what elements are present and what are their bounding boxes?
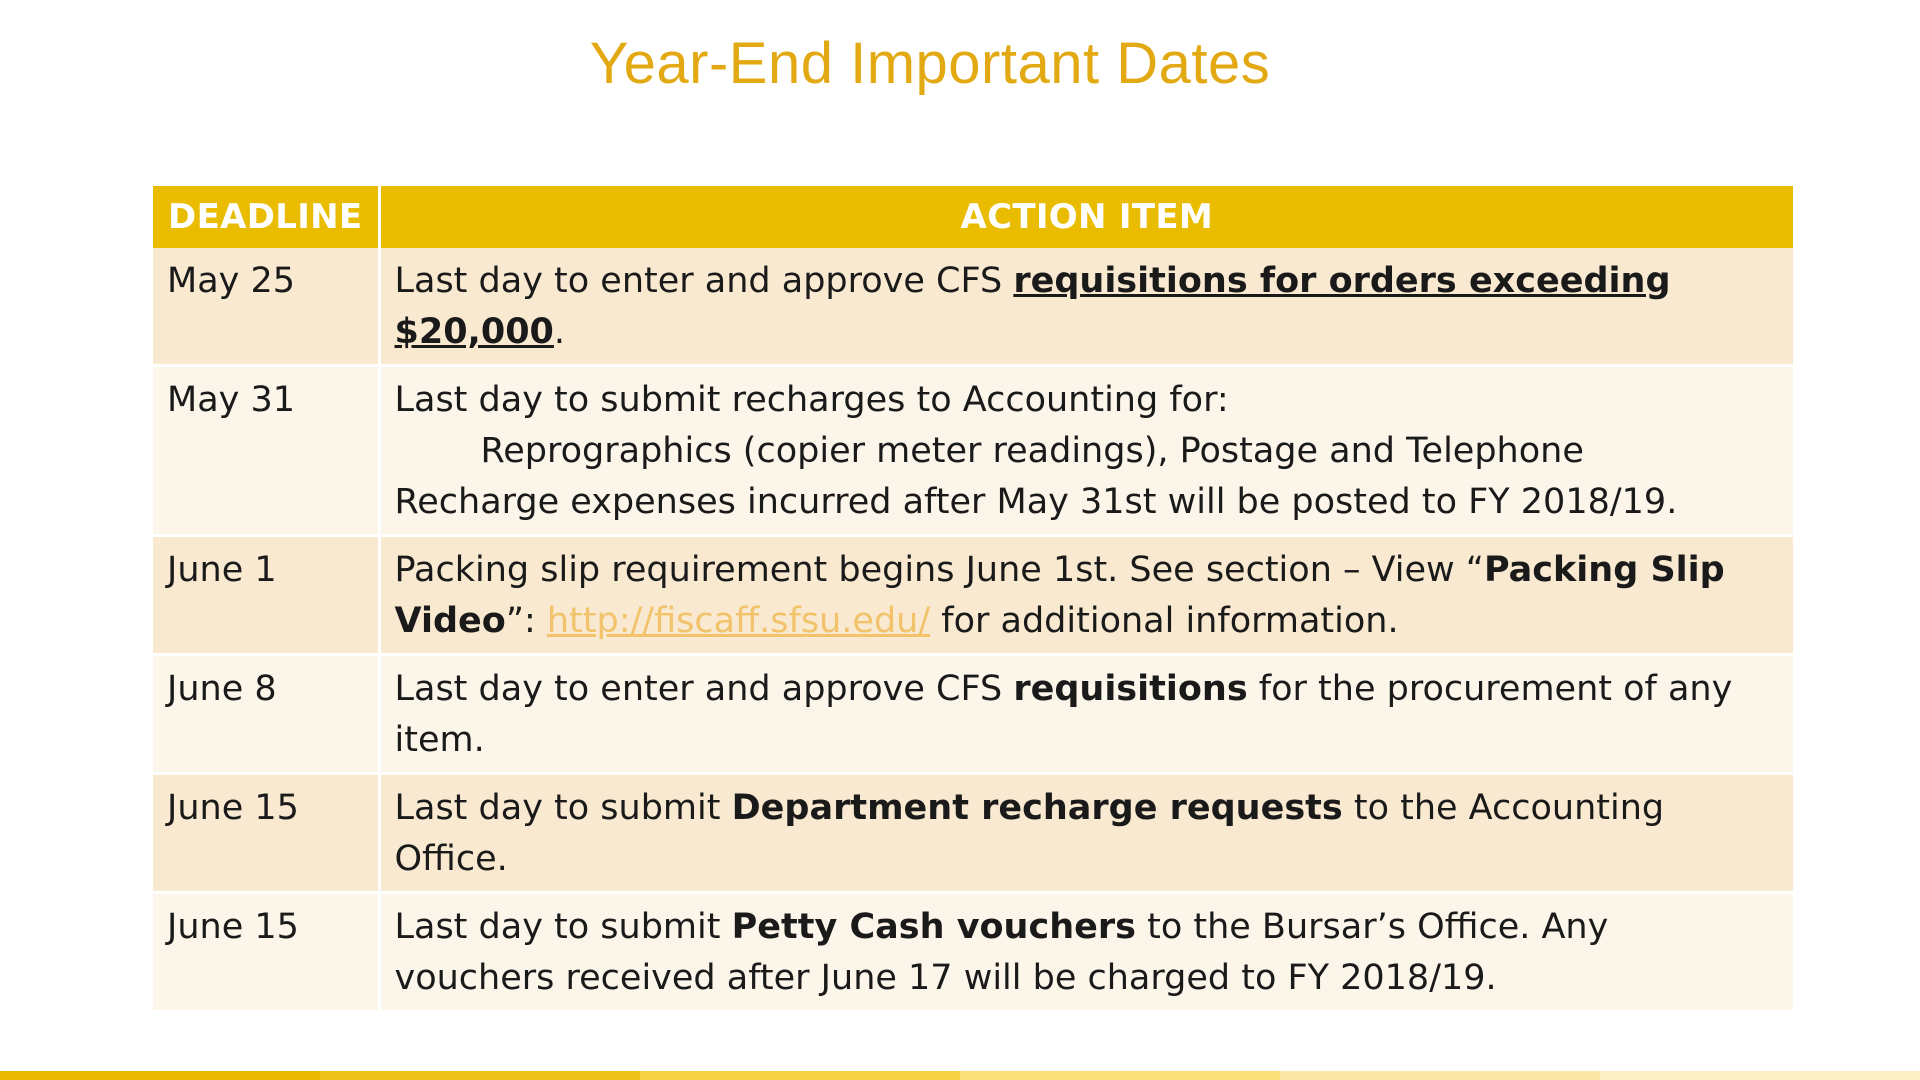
deadline-cell: June 15: [153, 774, 379, 893]
footer-bar-segment: [1600, 1071, 1920, 1080]
deadline-cell: May 31: [153, 366, 379, 536]
table-row: [153, 655, 1793, 774]
table-header-row: [153, 186, 1793, 248]
action-text: Packing slip requirement begins June 1st. See section – View “: [394, 550, 1484, 590]
action-text: for the procurement of any item.: [394, 669, 1733, 760]
table-row: [153, 248, 1793, 366]
action-emphasis: requisitions: [1013, 669, 1248, 709]
deadline-cell: May 25: [153, 248, 379, 366]
action-text: for additional information.: [930, 601, 1399, 641]
action-cell: [379, 536, 1793, 655]
action-cell: [379, 248, 1793, 366]
action-cell: [379, 366, 1793, 536]
action-cell: [379, 655, 1793, 774]
action-line: Recharge expenses incurred after May 31st will be posted to FY 2018/19.: [394, 482, 1678, 522]
footer-bar-segment: [960, 1071, 1280, 1080]
deadline-cell: June 1: [153, 536, 379, 655]
action-text: .: [553, 312, 566, 352]
action-emphasis: Packing Slip Video: [394, 550, 1725, 641]
action-text: to the Accounting Office.: [394, 788, 1665, 879]
dates-table-container: [153, 186, 1793, 1013]
action-text: Last day to enter and approve CFS: [394, 261, 1014, 301]
action-text: Last day to enter and approve CFS: [394, 669, 1014, 709]
action-line-text: Reprographics (copier meter readings), Postage and Telephone: [480, 431, 1584, 471]
footer-bar-segment: [320, 1071, 640, 1080]
footer-color-bar: [0, 1071, 1920, 1080]
action-line-indented: [395, 426, 1780, 477]
slide-title: Year-End Important Dates: [589, 31, 1271, 96]
header-deadline: DEADLINE: [153, 186, 379, 248]
table-row: [153, 366, 1793, 536]
fiscaff-link[interactable]: http://fiscaff.sfsu.edu/: [546, 601, 931, 641]
action-emphasis: requisitions for orders exceeding $20,000: [394, 261, 1671, 352]
action-emphasis: Department recharge requests: [731, 788, 1343, 828]
action-emphasis: Petty Cash vouchers: [731, 907, 1136, 947]
action-text: Last day to submit: [394, 907, 732, 947]
action-text: to the Bursar’s Office. Any vouchers received after June 17 will be charged to FY 2018/19.: [394, 907, 1609, 998]
action-cell: [379, 774, 1793, 893]
table-row: [153, 774, 1793, 893]
table-row: [153, 893, 1793, 1012]
footer-bar-segment: [1280, 1071, 1600, 1080]
deadline-cell: June 8: [153, 655, 379, 774]
header-action-item: ACTION ITEM: [379, 186, 1793, 248]
deadline-cell: June 15: [153, 893, 379, 1012]
action-line: Last day to submit recharges to Accounting for:: [394, 380, 1229, 420]
footer-bar-segment: [0, 1071, 320, 1080]
action-text: ”:: [505, 601, 547, 641]
action-cell: [379, 893, 1793, 1012]
footer-bar-segment: [640, 1071, 960, 1080]
action-text: Last day to submit: [394, 788, 732, 828]
table-row: [153, 536, 1793, 655]
dates-table: [153, 186, 1793, 1013]
